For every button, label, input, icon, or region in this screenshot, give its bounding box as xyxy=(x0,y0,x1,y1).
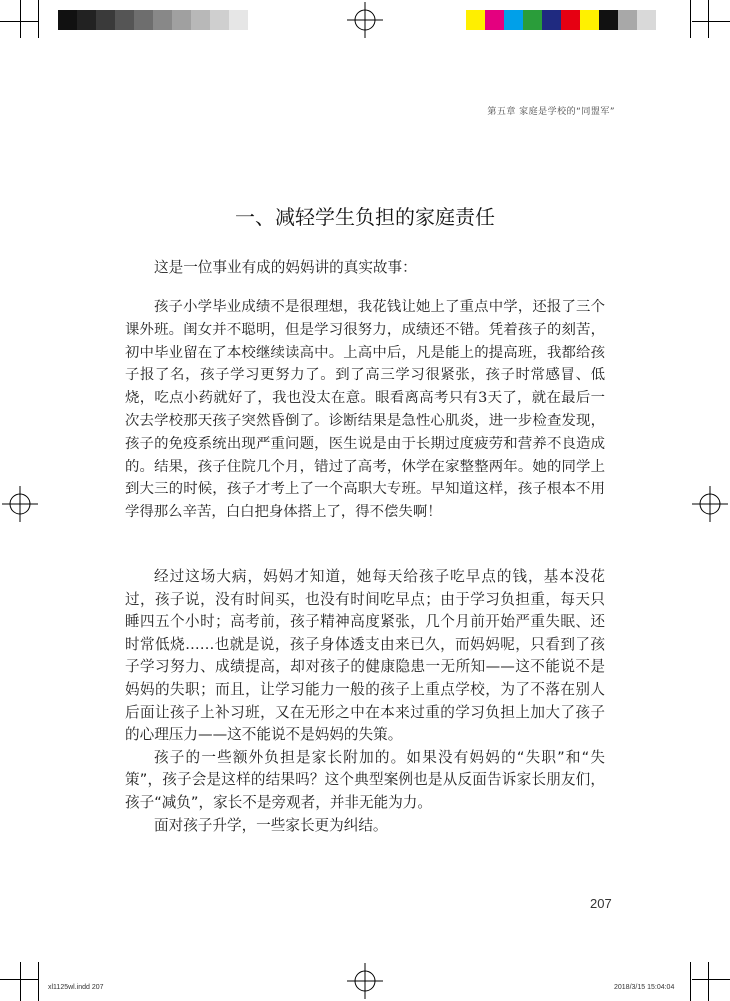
registration-mark-icon xyxy=(2,486,38,522)
body-paragraphs xyxy=(125,566,605,837)
gray-swatch xyxy=(58,10,77,30)
intro-line: 这是一位事业有成的妈妈讲的真实故事： xyxy=(154,259,417,276)
color-swatch xyxy=(466,10,485,30)
registration-mark-icon xyxy=(347,2,383,38)
gray-swatch xyxy=(115,10,134,30)
color-swatch xyxy=(561,10,580,30)
gray-swatch xyxy=(191,10,210,30)
crop-mark xyxy=(708,0,709,38)
crop-mark xyxy=(690,0,691,38)
color-swatch xyxy=(637,10,656,30)
crop-mark xyxy=(692,979,730,980)
crop-mark xyxy=(690,962,691,1001)
crop-mark xyxy=(708,962,709,1001)
crop-mark xyxy=(38,0,39,38)
paragraph-3: 面对孩子升学，一些家长更为纠结。 xyxy=(154,816,388,834)
story-block: 孩子小学毕业成绩不是很理想，我花钱让她上了重点中学，还报了三个课外班。闺女并不聪明，但是学习很努力，成绩还不错。凭着孩子的刻苦，初中毕业留在了本校继续读高中。上高中后，凡是能上的提高班，我都给孩子报了名，孩子学习更努力了。到了高三学习很紧张，孩子时常感冒、低烧，吃点小药就好了，我也没太在意。眼看离高考只有3天了，就在最后一次去学校那天孩子突然昏倒了。诊断结果是急性心肌炎，进一步检查发现，孩子的免疫系统出现严重问题，医生说是由于长期过度疲劳和营养不良造成的。结果，孩子住院几个月，错过了高考，休学在家整整两年。她的同学上到大三的时候，孩子才考上了一个高职大专班。早知道这样，孩子根本不用学得那么辛苦，白白把身体搭上了，得不偿失啊！ xyxy=(125,299,605,521)
crop-mark xyxy=(20,0,21,38)
color-swatch xyxy=(580,10,599,30)
running-header: 第五章 家庭是学校的“同盟军” xyxy=(487,107,615,117)
crop-mark xyxy=(20,962,21,1001)
paragraph-1: 经过这场大病，妈妈才知道，她每天给孩子吃早点的钱，基本没花过，孩子说，没有时间买，也没有时间吃早点；由于学习负担重，每天只睡四五个小时；高考前，孩子精神高度紧张，几个月前开始严重失眠、还时常低烧……也就是说，孩子身体透支由来已久，而妈妈呢，只看到了孩子学习努力、成绩提高，却对孩子的健康隐患一无所知——这不能说不是妈妈的失职；而且，让学习能力一般的孩子上重点学校，为了不落在别人后面让孩子上补习班，又在无形之中在本来过重的学习负担上加大了孩子的心理压力——这不能说不是妈妈的失策。 xyxy=(125,568,605,744)
gray-swatch xyxy=(210,10,229,30)
crop-mark xyxy=(0,979,38,980)
footer-timestamp: 2018/3/15 15:04:04 xyxy=(614,984,675,991)
gray-swatch xyxy=(229,10,248,30)
registration-mark-icon xyxy=(692,486,728,522)
crop-mark xyxy=(0,21,38,22)
color-swatch xyxy=(542,10,561,30)
gray-swatch xyxy=(134,10,153,30)
gray-swatch xyxy=(172,10,191,30)
crop-mark xyxy=(692,21,730,22)
gray-swatch xyxy=(77,10,96,30)
page-number: 207 xyxy=(590,896,612,911)
gray-swatch xyxy=(153,10,172,30)
footer-file-name: xl1125wl.indd 207 xyxy=(48,984,104,991)
registration-mark-icon xyxy=(347,963,383,999)
color-swatch xyxy=(485,10,504,30)
paragraph-2: 孩子的一些额外负担是家长附加的。如果没有妈妈的“失职”和“失策”，孩子会是这样的结果吗？这个典型案例也是从反面告诉家长朋友们，孩子“减负”，家长不是旁观者，并非无能为力。 xyxy=(125,748,605,811)
color-swatch xyxy=(618,10,637,30)
section-title: 一、减轻学生负担的家庭责任 xyxy=(235,205,495,229)
color-swatch xyxy=(523,10,542,30)
color-swatch xyxy=(599,10,618,30)
gray-swatch xyxy=(96,10,115,30)
color-swatch xyxy=(504,10,523,30)
crop-mark xyxy=(38,962,39,1001)
